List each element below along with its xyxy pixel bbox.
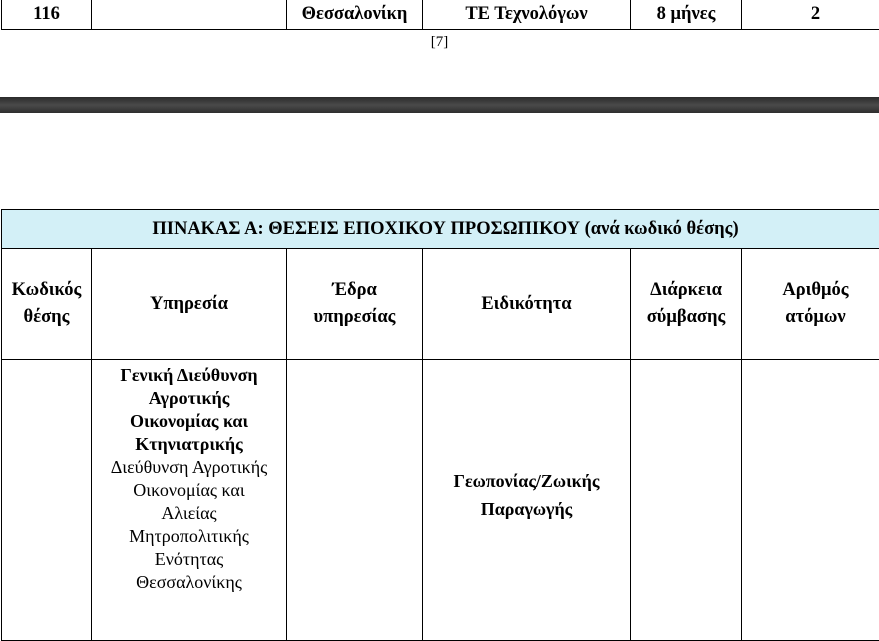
header-line: Διάρκεια — [631, 277, 741, 304]
persons-cell — [742, 360, 879, 641]
service-directorate-line: Οικονομίας και — [92, 479, 286, 502]
service-directorate-line: Θεσσαλονίκης — [92, 571, 286, 594]
service-directorate-line: Ενότητας — [92, 548, 286, 571]
header-location — [287, 249, 423, 360]
service-cell — [92, 0, 287, 30]
service-general-directorate-line: Οικονομίας και — [92, 410, 286, 433]
service-cell — [92, 360, 287, 641]
duration-cell — [631, 360, 742, 641]
page-separator — [0, 97, 879, 113]
position-code-cell — [2, 360, 92, 641]
specialty-line: Παραγωγής — [423, 495, 630, 523]
persons-cell: 2 — [742, 0, 879, 30]
header-line: σύμβασης — [631, 304, 741, 331]
header-line: Έδρα — [287, 277, 422, 304]
header-code — [2, 249, 92, 360]
duration-cell: 8 μήνες — [631, 0, 742, 30]
previous-table-fragment — [1, 0, 879, 30]
header-persons — [742, 249, 879, 360]
service-directorate-line: Αλιείας — [92, 502, 286, 525]
header-line: ατόμων — [742, 304, 879, 331]
service-directorate-line: Μητροπολιτικής — [92, 525, 286, 548]
header-specialty — [423, 249, 631, 360]
service-general-directorate-line: Κτηνιατρικής — [92, 433, 286, 456]
location-cell: Θεσσαλονίκη — [287, 0, 423, 30]
header-line: θέσης — [2, 304, 91, 331]
header-line: υπηρεσίας — [287, 304, 422, 331]
header-line: Κωδικός — [2, 277, 91, 304]
table-header-row — [2, 249, 879, 360]
service-directorate-line: Διεύθυνση Αγροτικής — [92, 456, 286, 479]
specialty-line: Γεωπονίας/Ζωικής — [423, 467, 630, 495]
location-cell — [287, 360, 423, 641]
position-code-cell: 116 — [2, 0, 92, 30]
header-service — [92, 249, 287, 360]
page-number: [7] — [0, 34, 879, 51]
specialty-cell — [423, 360, 631, 641]
header-duration — [631, 249, 742, 360]
seasonal-staff-table — [1, 209, 879, 641]
header-line: Υπηρεσία — [92, 291, 286, 318]
header-line: Ειδικότητα — [423, 291, 630, 318]
service-general-directorate-line: Αγροτικής — [92, 387, 286, 410]
table-row — [2, 0, 879, 30]
service-general-directorate-line: Γενική Διεύθυνση — [92, 364, 286, 387]
table-row — [2, 360, 879, 641]
header-line: Αριθμός — [742, 277, 879, 304]
specialty-cell: ΤΕ Τεχνολόγων — [423, 0, 631, 30]
table-title: ΠΙΝΑΚΑΣ Α: ΘΕΣΕΙΣ ΕΠΟΧΙΚΟΥ ΠΡΟΣΩΠΙΚΟΥ (ανά κωδικό θέσης) — [2, 210, 879, 249]
